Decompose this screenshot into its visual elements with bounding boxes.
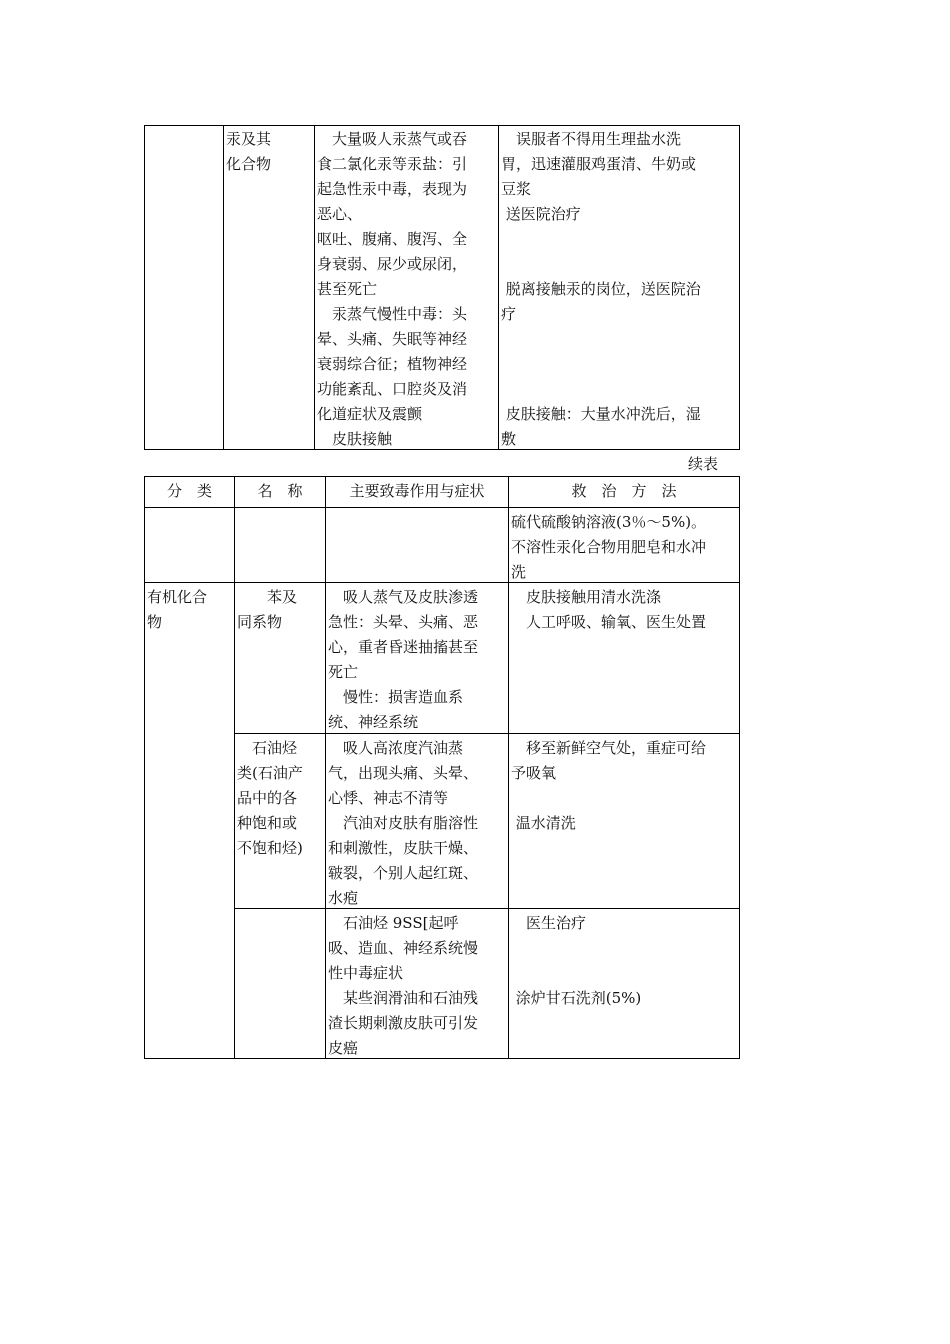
table2-row3-symptoms: 吸人高浓度汽油蒸 气，出现头痛、头晕、 心悸、神志不清等 汽油对皮肤有脂溶性 和刺激性，皮肤干燥、 皲裂，个别人起红斑、 水疱	[328, 739, 479, 907]
table2-row4-symptoms: 石油烃 9SS[起呼 吸、造血、神经系统慢 性中毒症状 某些润滑油和石油残 渣长期刺激皮肤可引发 皮癌	[328, 914, 479, 1057]
table2-header-name: 名 称	[257, 482, 303, 500]
table2-row2-treatment: 皮肤接触用清水洗涤 人工呼吸、输氧、医生处置	[526, 588, 707, 631]
table2-divider-3	[508, 476, 509, 1058]
table1-right-border	[739, 125, 740, 449]
table2-row3-name: 石油烃 类(石油产 品中的各 种饱和或 不饱和烃)	[237, 739, 303, 857]
table2-row2-category: 有机化合 物	[147, 588, 208, 631]
table2-header-treatment: 救 治 方 法	[571, 482, 677, 500]
table2-header-symptoms: 主要致毒作用与症状	[349, 482, 485, 500]
table1-cell-treatment: 误服者不得用生理盐水洗 胃，迅速灌服鸡蛋清、牛奶或 豆浆 送医院治疗 脱离接触汞的岗位，送医院治 疗 皮肤接触：大量水冲洗后，湿 敷	[501, 130, 701, 448]
table1-left-border	[144, 125, 145, 449]
table2-row4-treatment: 医生治疗 涂炉甘石洗剂(5%)	[515, 914, 642, 1007]
table2-header-category: 分 类	[166, 482, 212, 500]
table2-row3-treatment: 移至新鲜空气处，重症可给 予吸氧 温水清洗	[511, 739, 707, 832]
table2-divider-2	[325, 476, 326, 1058]
table2-row1-treatment: 硫代硫酸钠溶液(3％～5%)。 不溶性汞化合物用肥皂和水冲 洗	[511, 513, 707, 581]
table1-divider-1	[223, 125, 224, 449]
table2-left-border	[144, 476, 145, 1058]
table2-divider-1	[234, 476, 235, 1058]
table2-row2-symptoms: 吸人蒸气及皮肤渗透 急性：头晕、头痛、恶 心，重者昏迷抽搐甚至 死亡 慢性：损害造血系 统、神经系统	[328, 588, 479, 731]
continuation-label: 续表	[688, 455, 719, 473]
table2-right-border	[739, 476, 740, 1058]
table1-top-border	[144, 125, 740, 126]
table1-divider-2	[314, 125, 315, 449]
table2-bottom-border-left	[144, 1058, 234, 1059]
table1-divider-3	[498, 125, 499, 449]
table2-row2-name: 苯及 同系物	[237, 588, 298, 631]
table1-cell-name: 汞及其 化合物	[226, 130, 272, 173]
table1-cell-symptoms: 大量吸人汞蒸气或吞 食二氯化汞等汞盐：引 起急性汞中毒，表现为 恶心、 呕吐、腹痛、腹泻、全 身衰弱、尿少或尿闭， 甚至死亡 汞蒸气慢性中毒：头 晕、头痛、失眠等神经 衰弱综合征；植物神经 功能紊乱、口腔炎及消 化道症状及震颤 皮肤接触	[317, 130, 468, 448]
